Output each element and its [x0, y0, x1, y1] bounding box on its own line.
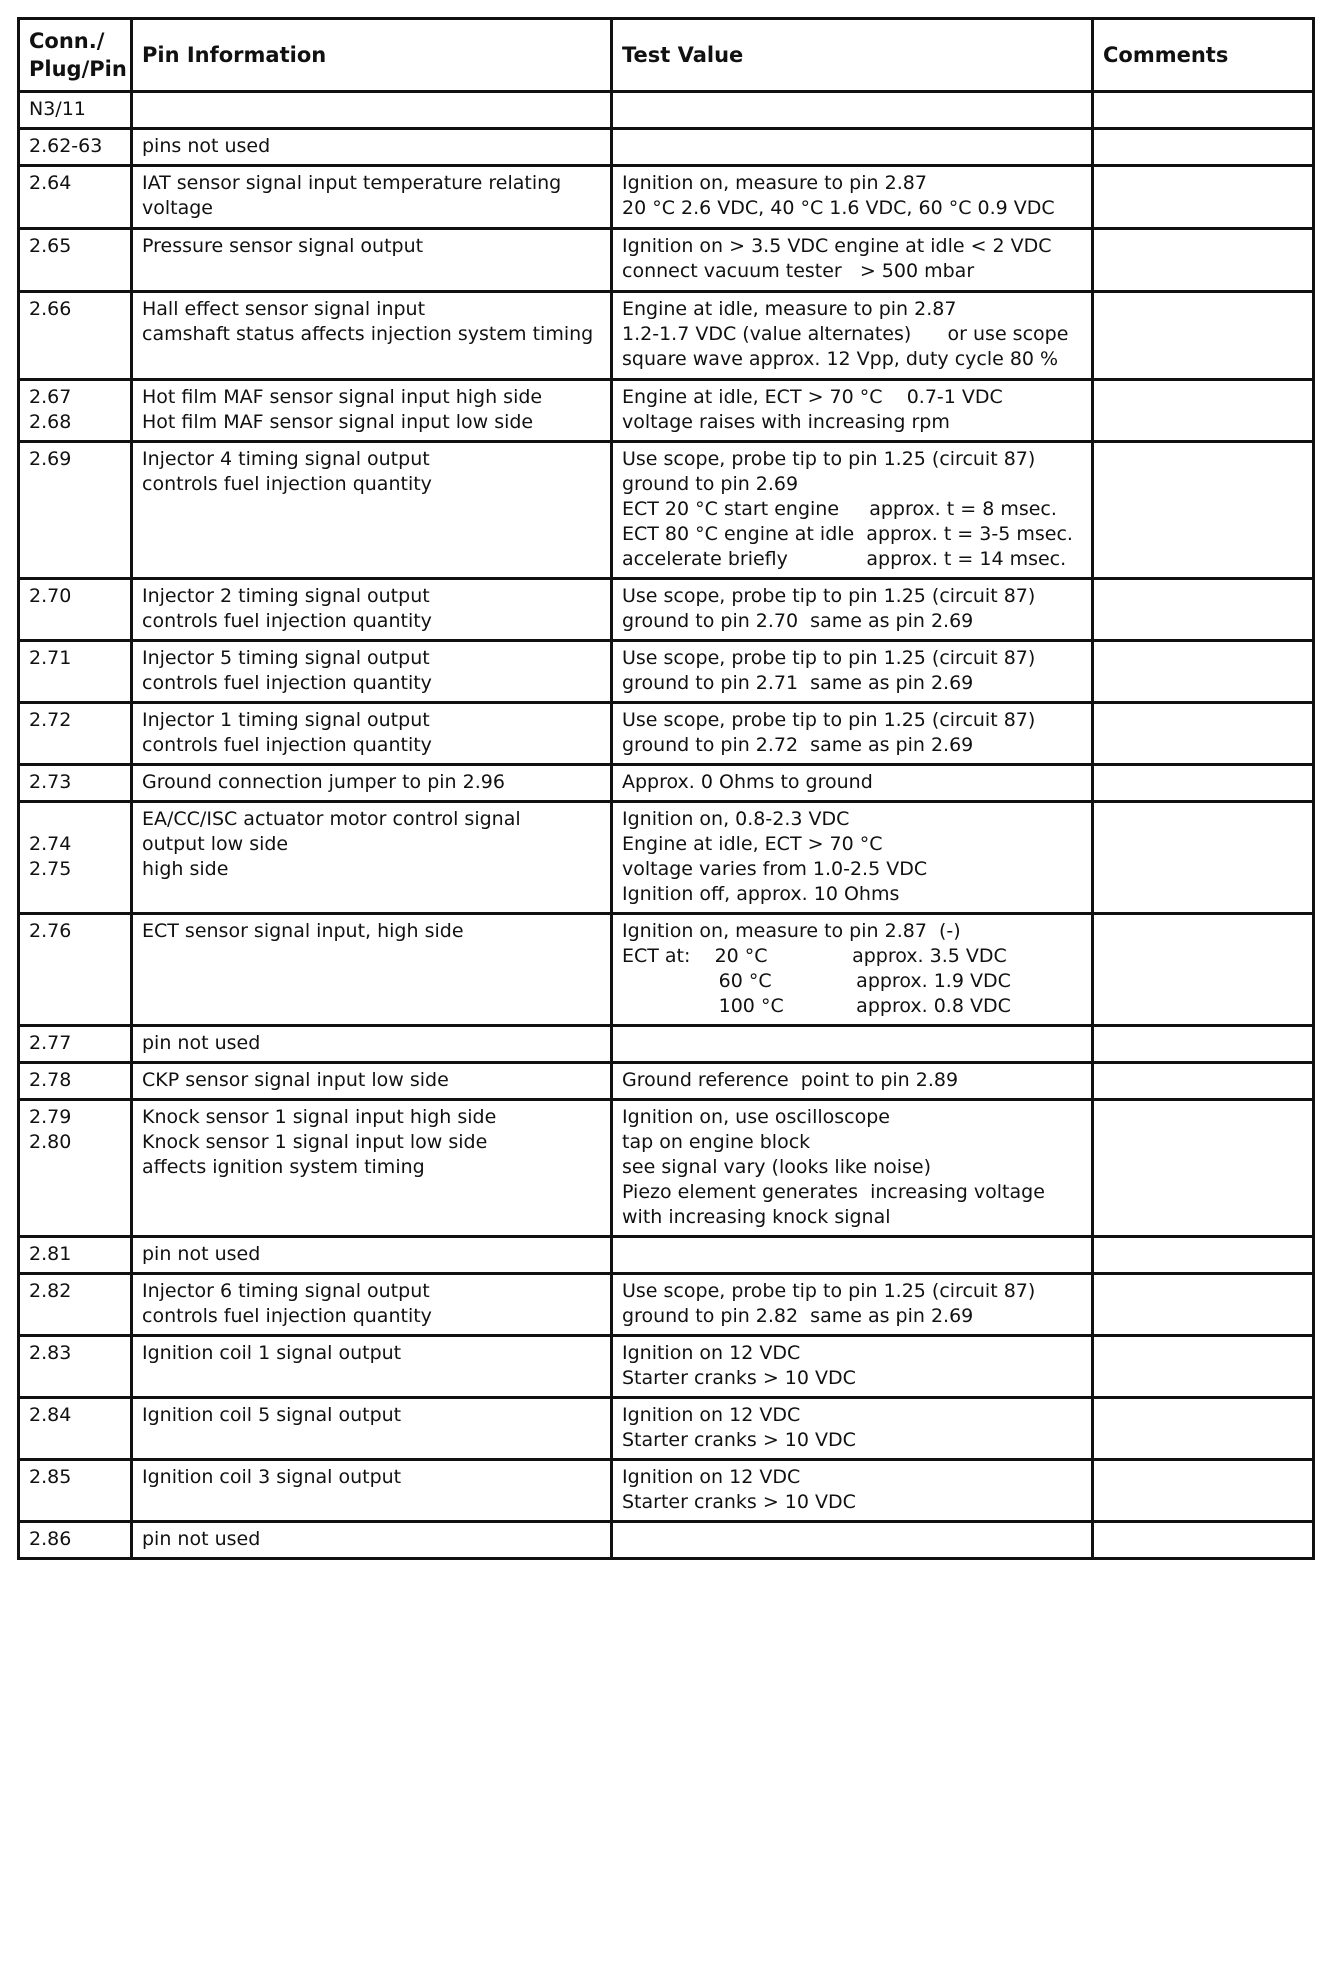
header-pin-information: Pin Information — [132, 19, 612, 92]
cell-test-value: Ignition on 12 VDC Starter cranks > 10 VDC — [612, 1460, 1093, 1522]
cell-pin: 2.62-63 — [19, 129, 132, 166]
cell-comments — [1093, 1460, 1314, 1522]
table-row — [19, 166, 1314, 229]
header-row — [19, 19, 1314, 92]
cell-pin: 2.71 — [19, 641, 132, 703]
cell-test-value — [612, 92, 1093, 129]
cell-comments — [1093, 229, 1314, 292]
cell-pin-information: Hot film MAF sensor signal input high side Hot film MAF sensor signal input low side — [132, 380, 612, 442]
cell-test-value: Ignition on 12 VDC Starter cranks > 10 VDC — [612, 1336, 1093, 1398]
cell-pin-information: Ignition coil 1 signal output — [132, 1336, 612, 1398]
cell-comments — [1093, 1063, 1314, 1100]
cell-comments — [1093, 1398, 1314, 1460]
cell-pin: 2.74 2.75 — [19, 802, 132, 914]
cell-test-value — [612, 1026, 1093, 1063]
cell-pin-information: Pressure sensor signal output — [132, 229, 612, 292]
cell-comments — [1093, 442, 1314, 579]
cell-pin: 2.69 — [19, 442, 132, 579]
cell-test-value: Ignition on, measure to pin 2.87 (-) ECT at: 20 °C approx. 3.5 VDC 60 °C approx. 1.9 VDC 100 °C approx. 0.8 VDC — [612, 914, 1093, 1026]
table-row — [19, 1522, 1314, 1559]
header-comments: Comments — [1093, 19, 1314, 92]
cell-test-value — [612, 1522, 1093, 1559]
table-row — [19, 579, 1314, 641]
header-test-value: Test Value — [612, 19, 1093, 92]
table-row — [19, 914, 1314, 1026]
cell-test-value: Ignition on 12 VDC Starter cranks > 10 VDC — [612, 1398, 1093, 1460]
cell-pin-information: pin not used — [132, 1522, 612, 1559]
cell-pin: 2.70 — [19, 579, 132, 641]
cell-comments — [1093, 166, 1314, 229]
table-row — [19, 1026, 1314, 1063]
cell-pin: 2.82 — [19, 1274, 132, 1336]
cell-comments — [1093, 1100, 1314, 1237]
cell-test-value: Use scope, probe tip to pin 1.25 (circuit 87) ground to pin 2.69 ECT 20 °C start engine approx. t = 8 msec. ECT 80 °C engine at idle approx. t = 3-5 msec. accelerate briefly approx. t = 14 msec. — [612, 442, 1093, 579]
cell-comments — [1093, 914, 1314, 1026]
table-row — [19, 442, 1314, 579]
cell-test-value: Ignition on, measure to pin 2.87 20 °C 2.6 VDC, 40 °C 1.6 VDC, 60 °C 0.9 VDC — [612, 166, 1093, 229]
table-row — [19, 1336, 1314, 1398]
cell-pin-information: Injector 6 timing signal output controls fuel injection quantity — [132, 1274, 612, 1336]
table-row — [19, 1398, 1314, 1460]
cell-pin-information: Injector 2 timing signal output controls fuel injection quantity — [132, 579, 612, 641]
cell-pin: 2.78 — [19, 1063, 132, 1100]
cell-pin-information: Ignition coil 5 signal output — [132, 1398, 612, 1460]
cell-pin: 2.85 — [19, 1460, 132, 1522]
cell-pin-information: CKP sensor signal input low side — [132, 1063, 612, 1100]
cell-pin-information: Injector 5 timing signal output controls fuel injection quantity — [132, 641, 612, 703]
cell-comments — [1093, 129, 1314, 166]
table-row — [19, 92, 1314, 129]
table-row — [19, 1460, 1314, 1522]
table-row — [19, 703, 1314, 765]
table-row — [19, 641, 1314, 703]
cell-pin-information: pin not used — [132, 1026, 612, 1063]
table-row — [19, 802, 1314, 914]
table-row — [19, 1274, 1314, 1336]
cell-pin: 2.77 — [19, 1026, 132, 1063]
cell-pin: 2.73 — [19, 765, 132, 802]
cell-comments — [1093, 765, 1314, 802]
cell-pin-information: pins not used — [132, 129, 612, 166]
cell-pin-information: Knock sensor 1 signal input high side Knock sensor 1 signal input low side affects ignition system timing — [132, 1100, 612, 1237]
cell-test-value: Ground reference point to pin 2.89 — [612, 1063, 1093, 1100]
cell-comments — [1093, 703, 1314, 765]
table-row — [19, 380, 1314, 442]
cell-test-value: Engine at idle, measure to pin 2.87 1.2-1.7 VDC (value alternates) or use scope square wave approx. 12 Vpp, duty cycle 80 % — [612, 292, 1093, 380]
cell-test-value — [612, 1237, 1093, 1274]
cell-comments — [1093, 1274, 1314, 1336]
cell-pin-information: EA/CC/ISC actuator motor control signal output low side high side — [132, 802, 612, 914]
cell-pin: 2.64 — [19, 166, 132, 229]
cell-comments — [1093, 641, 1314, 703]
cell-pin: 2.66 — [19, 292, 132, 380]
cell-test-value: Engine at idle, ECT > 70 °C 0.7-1 VDC voltage raises with increasing rpm — [612, 380, 1093, 442]
cell-pin: 2.86 — [19, 1522, 132, 1559]
cell-pin-information: Ignition coil 3 signal output — [132, 1460, 612, 1522]
cell-pin: 2.79 2.80 — [19, 1100, 132, 1237]
cell-pin-information: pin not used — [132, 1237, 612, 1274]
cell-pin-information: Injector 4 timing signal output controls fuel injection quantity — [132, 442, 612, 579]
cell-comments — [1093, 579, 1314, 641]
cell-pin: 2.67 2.68 — [19, 380, 132, 442]
cell-test-value: Use scope, probe tip to pin 1.25 (circuit 87) ground to pin 2.71 same as pin 2.69 — [612, 641, 1093, 703]
cell-pin-information: Hall effect sensor signal input camshaft status affects injection system timing — [132, 292, 612, 380]
cell-test-value: Use scope, probe tip to pin 1.25 (circuit 87) ground to pin 2.70 same as pin 2.69 — [612, 579, 1093, 641]
cell-test-value: Use scope, probe tip to pin 1.25 (circuit 87) ground to pin 2.72 same as pin 2.69 — [612, 703, 1093, 765]
cell-pin: 2.72 — [19, 703, 132, 765]
cell-comments — [1093, 1522, 1314, 1559]
cell-pin: 2.65 — [19, 229, 132, 292]
cell-pin-information: IAT sensor signal input temperature relating voltage — [132, 166, 612, 229]
cell-test-value: Ignition on > 3.5 VDC engine at idle < 2 VDC connect vacuum tester > 500 mbar — [612, 229, 1093, 292]
table-row — [19, 292, 1314, 380]
cell-comments — [1093, 380, 1314, 442]
cell-pin: N3/11 — [19, 92, 132, 129]
cell-pin-information: ECT sensor signal input, high side — [132, 914, 612, 1026]
cell-test-value — [612, 129, 1093, 166]
cell-pin: 2.81 — [19, 1237, 132, 1274]
cell-pin-information: Injector 1 timing signal output controls fuel injection quantity — [132, 703, 612, 765]
cell-pin: 2.76 — [19, 914, 132, 1026]
table-row — [19, 1237, 1314, 1274]
cell-comments — [1093, 1237, 1314, 1274]
header-conn-plug-pin: Conn./ Plug/Pin — [19, 19, 132, 92]
cell-pin-information: Ground connection jumper to pin 2.96 — [132, 765, 612, 802]
table-row — [19, 1100, 1314, 1237]
cell-test-value: Ignition on, use oscilloscope tap on engine block see signal vary (looks like noise) Piezo element generates increasing voltage with increasing knock signal — [612, 1100, 1093, 1237]
cell-comments — [1093, 292, 1314, 380]
table-row — [19, 765, 1314, 802]
cell-comments — [1093, 1026, 1314, 1063]
cell-pin-information — [132, 92, 612, 129]
cell-comments — [1093, 802, 1314, 914]
cell-comments — [1093, 92, 1314, 129]
cell-pin: 2.84 — [19, 1398, 132, 1460]
table-row — [19, 129, 1314, 166]
cell-test-value: Use scope, probe tip to pin 1.25 (circuit 87) ground to pin 2.82 same as pin 2.69 — [612, 1274, 1093, 1336]
table-row — [19, 229, 1314, 292]
table-row — [19, 1063, 1314, 1100]
cell-comments — [1093, 1336, 1314, 1398]
cell-test-value: Approx. 0 Ohms to ground — [612, 765, 1093, 802]
cell-pin: 2.83 — [19, 1336, 132, 1398]
pin-table — [17, 17, 1315, 1560]
cell-test-value: Ignition on, 0.8-2.3 VDC Engine at idle, ECT > 70 °C voltage varies from 1.0-2.5 VDC Ignition off, approx. 10 Ohms — [612, 802, 1093, 914]
